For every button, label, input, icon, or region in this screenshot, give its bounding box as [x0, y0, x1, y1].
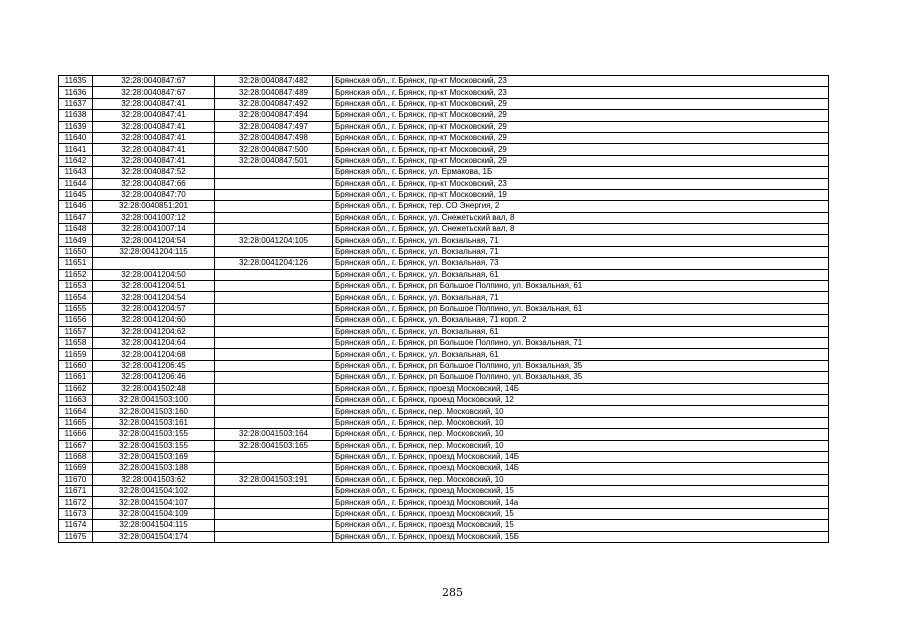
- table-row: [59, 246, 829, 257]
- row-number-cell: 11664: [59, 406, 93, 417]
- address-cell: Брянская обл., г. Брянск, проезд Московский, 15: [333, 486, 829, 497]
- row-number-cell: 11649: [59, 235, 93, 246]
- cadastral-number-cell: 32:28:0040847:66: [93, 178, 215, 189]
- row-number-cell: 11659: [59, 349, 93, 360]
- related-cadastral-number-cell: [215, 224, 333, 235]
- row-number-cell: 11647: [59, 212, 93, 223]
- cadastral-number-cell: 32:28:0041206:46: [93, 372, 215, 383]
- address-cell: Брянская обл., г. Брянск, ул. Снежетьский вал, 8: [333, 212, 829, 223]
- related-cadastral-number-cell: [215, 372, 333, 383]
- table-row: [59, 531, 829, 542]
- cadastral-number-cell: 32:28:0040847:52: [93, 167, 215, 178]
- address-cell: Брянская обл., г. Брянск, ул. Вокзальная, 61: [333, 326, 829, 337]
- address-cell: Брянская обл., г. Брянск, ул. Вокзальная, 71: [333, 292, 829, 303]
- related-cadastral-number-cell: [215, 360, 333, 371]
- table-row: [59, 87, 829, 98]
- address-cell: Брянская обл., г. Брянск, пр-кт Московский, 29: [333, 144, 829, 155]
- cadastral-number-cell: 32:28:0041007:12: [93, 212, 215, 223]
- address-cell: Брянская обл., г. Брянск, ул. Вокзальная, 71: [333, 246, 829, 257]
- table-row: [59, 281, 829, 292]
- row-number-cell: 11654: [59, 292, 93, 303]
- table-row: [59, 440, 829, 451]
- table-row: [59, 486, 829, 497]
- related-cadastral-number-cell: [215, 212, 333, 223]
- cadastral-table: [58, 75, 829, 543]
- related-cadastral-number-cell: 32:28:0040847:494: [215, 110, 333, 121]
- related-cadastral-number-cell: 32:28:0040847:482: [215, 76, 333, 87]
- row-number-cell: 11670: [59, 474, 93, 485]
- cadastral-number-cell: 32:28:0041204:62: [93, 326, 215, 337]
- row-number-cell: 11668: [59, 451, 93, 462]
- cadastral-number-cell: 32:28:0041503:188: [93, 463, 215, 474]
- row-number-cell: 11656: [59, 315, 93, 326]
- table-row: [59, 76, 829, 87]
- cadastral-number-cell: 32:28:0040847:41: [93, 110, 215, 121]
- row-number-cell: 11650: [59, 246, 93, 257]
- row-number-cell: 11645: [59, 189, 93, 200]
- address-cell: Брянская обл., г. Брянск, пр-кт Московский, 23: [333, 87, 829, 98]
- related-cadastral-number-cell: 32:28:0040847:498: [215, 132, 333, 143]
- related-cadastral-number-cell: 32:28:0040847:501: [215, 155, 333, 166]
- table-row: [59, 258, 829, 269]
- row-number-cell: 11660: [59, 360, 93, 371]
- related-cadastral-number-cell: [215, 417, 333, 428]
- related-cadastral-number-cell: 32:28:0041503:165: [215, 440, 333, 451]
- row-number-cell: 11652: [59, 269, 93, 280]
- cadastral-number-cell: [93, 258, 215, 269]
- related-cadastral-number-cell: [215, 520, 333, 531]
- address-cell: Брянская обл., г. Брянск, пр-кт Московский, 23: [333, 178, 829, 189]
- cadastral-number-cell: 32:28:0041503:161: [93, 417, 215, 428]
- related-cadastral-number-cell: [215, 167, 333, 178]
- address-cell: Брянская обл., г. Брянск, пр-кт Московский, 29: [333, 110, 829, 121]
- cadastral-number-cell: 32:28:0041503:62: [93, 474, 215, 485]
- address-cell: Брянская обл., г. Брянск, проезд Московский, 12: [333, 394, 829, 405]
- cadastral-number-cell: 32:28:0041204:57: [93, 303, 215, 314]
- row-number-cell: 11672: [59, 497, 93, 508]
- address-cell: Брянская обл., г. Брянск, рп Большое Полпино, ул. Вокзальная, 61: [333, 281, 829, 292]
- table-row: [59, 360, 829, 371]
- table-row: [59, 463, 829, 474]
- table-row: [59, 315, 829, 326]
- address-cell: Брянская обл., г. Брянск, проезд Московский, 15: [333, 520, 829, 531]
- related-cadastral-number-cell: [215, 315, 333, 326]
- row-number-cell: 11666: [59, 429, 93, 440]
- related-cadastral-number-cell: [215, 178, 333, 189]
- address-cell: Брянская обл., г. Брянск, пр-кт Московский, 19: [333, 189, 829, 200]
- related-cadastral-number-cell: 32:28:0040847:497: [215, 121, 333, 132]
- cadastral-number-cell: 32:28:0040847:41: [93, 121, 215, 132]
- cadastral-number-cell: 32:28:0041204:54: [93, 292, 215, 303]
- row-number-cell: 11638: [59, 110, 93, 121]
- table-row: [59, 326, 829, 337]
- cadastral-number-cell: 32:28:0041503:100: [93, 394, 215, 405]
- table-row: [59, 508, 829, 519]
- cadastral-number-cell: 32:28:0041204:51: [93, 281, 215, 292]
- row-number-cell: 11667: [59, 440, 93, 451]
- cadastral-number-cell: 32:28:0041204:68: [93, 349, 215, 360]
- related-cadastral-number-cell: 32:28:0041503:164: [215, 429, 333, 440]
- table-row: [59, 224, 829, 235]
- related-cadastral-number-cell: 32:28:0041204:126: [215, 258, 333, 269]
- cadastral-number-cell: 32:28:0041502:48: [93, 383, 215, 394]
- address-cell: Брянская обл., г. Брянск, тер. СО Энергия, 2: [333, 201, 829, 212]
- related-cadastral-number-cell: [215, 531, 333, 542]
- related-cadastral-number-cell: 32:28:0040847:492: [215, 98, 333, 109]
- cadastral-number-cell: 32:28:0041503:160: [93, 406, 215, 417]
- address-cell: Брянская обл., г. Брянск, пер. Московский, 10: [333, 429, 829, 440]
- address-cell: Брянская обл., г. Брянск, рп Большое Полпино, ул. Вокзальная, 71: [333, 337, 829, 348]
- table-row: [59, 337, 829, 348]
- related-cadastral-number-cell: [215, 508, 333, 519]
- cadastral-number-cell: 32:28:0040847:41: [93, 132, 215, 143]
- cadastral-number-cell: 32:28:0040847:67: [93, 87, 215, 98]
- cadastral-number-cell: 32:28:0041503:155: [93, 440, 215, 451]
- related-cadastral-number-cell: 32:28:0040847:500: [215, 144, 333, 155]
- table-row: [59, 155, 829, 166]
- address-cell: Брянская обл., г. Брянск, рп Большое Полпино, ул. Вокзальная, 35: [333, 360, 829, 371]
- table-row: [59, 110, 829, 121]
- table-row: [59, 201, 829, 212]
- row-number-cell: 11637: [59, 98, 93, 109]
- cadastral-number-cell: 32:28:0041204:60: [93, 315, 215, 326]
- row-number-cell: 11641: [59, 144, 93, 155]
- cadastral-number-cell: 32:28:0041503:155: [93, 429, 215, 440]
- address-cell: Брянская обл., г. Брянск, ул. Вокзальная, 71: [333, 235, 829, 246]
- cadastral-number-cell: 32:28:0041504:174: [93, 531, 215, 542]
- row-number-cell: 11640: [59, 132, 93, 143]
- row-number-cell: 11653: [59, 281, 93, 292]
- table-row: [59, 417, 829, 428]
- row-number-cell: 11639: [59, 121, 93, 132]
- table-row: [59, 406, 829, 417]
- table-row: [59, 144, 829, 155]
- related-cadastral-number-cell: [215, 281, 333, 292]
- row-number-cell: 11648: [59, 224, 93, 235]
- cadastral-number-cell: 32:28:0041007:14: [93, 224, 215, 235]
- cadastral-number-cell: 32:28:0040847:67: [93, 76, 215, 87]
- related-cadastral-number-cell: [215, 406, 333, 417]
- page-number: 285: [442, 586, 463, 599]
- cadastral-number-cell: 32:28:0041504:102: [93, 486, 215, 497]
- row-number-cell: 11663: [59, 394, 93, 405]
- table-row: [59, 349, 829, 360]
- table-row: [59, 235, 829, 246]
- related-cadastral-number-cell: [215, 303, 333, 314]
- address-cell: Брянская обл., г. Брянск, ул. Снежетьский вал, 8: [333, 224, 829, 235]
- cadastral-number-cell: 32:28:0040847:41: [93, 98, 215, 109]
- cadastral-number-cell: 32:28:0041504:115: [93, 520, 215, 531]
- related-cadastral-number-cell: 32:28:0041204:105: [215, 235, 333, 246]
- address-cell: Брянская обл., г. Брянск, проезд Московский, 14а: [333, 497, 829, 508]
- table-row: [59, 451, 829, 462]
- table-row: [59, 497, 829, 508]
- row-number-cell: 11657: [59, 326, 93, 337]
- address-cell: Брянская обл., г. Брянск, пер. Московский, 10: [333, 440, 829, 451]
- row-number-cell: 11644: [59, 178, 93, 189]
- related-cadastral-number-cell: [215, 463, 333, 474]
- address-cell: Брянская обл., г. Брянск, рп Большое Полпино, ул. Вокзальная, 61: [333, 303, 829, 314]
- table-row: [59, 303, 829, 314]
- address-cell: Брянская обл., г. Брянск, проезд Московский, 14Б: [333, 463, 829, 474]
- related-cadastral-number-cell: [215, 451, 333, 462]
- table-row: [59, 269, 829, 280]
- related-cadastral-number-cell: [215, 486, 333, 497]
- address-cell: Брянская обл., г. Брянск, пр-кт Московский, 29: [333, 121, 829, 132]
- cadastral-number-cell: 32:28:0041204:64: [93, 337, 215, 348]
- row-number-cell: 11636: [59, 87, 93, 98]
- address-cell: Брянская обл., г. Брянск, проезд Московский, 15Б: [333, 531, 829, 542]
- related-cadastral-number-cell: [215, 246, 333, 257]
- related-cadastral-number-cell: [215, 394, 333, 405]
- address-cell: Брянская обл., г. Брянск, пр-кт Московский, 29: [333, 98, 829, 109]
- table-row: [59, 212, 829, 223]
- row-number-cell: 11661: [59, 372, 93, 383]
- address-cell: Брянская обл., г. Брянск, пр-кт Московский, 29: [333, 155, 829, 166]
- cadastral-number-cell: 32:28:0041204:54: [93, 235, 215, 246]
- address-cell: Брянская обл., г. Брянск, проезд Московский, 14Б: [333, 451, 829, 462]
- cadastral-number-cell: 32:28:0041504:107: [93, 497, 215, 508]
- related-cadastral-number-cell: [215, 337, 333, 348]
- cadastral-number-cell: 32:28:0041204:115: [93, 246, 215, 257]
- address-cell: Брянская обл., г. Брянск, ул. Вокзальная, 61: [333, 269, 829, 280]
- related-cadastral-number-cell: 32:28:0041503:191: [215, 474, 333, 485]
- related-cadastral-number-cell: [215, 326, 333, 337]
- address-cell: Брянская обл., г. Брянск, проезд Московский, 14Б: [333, 383, 829, 394]
- row-number-cell: 11675: [59, 531, 93, 542]
- table-row: [59, 429, 829, 440]
- table-row: [59, 121, 829, 132]
- related-cadastral-number-cell: [215, 292, 333, 303]
- row-number-cell: 11671: [59, 486, 93, 497]
- related-cadastral-number-cell: [215, 201, 333, 212]
- cadastral-number-cell: 32:28:0041503:169: [93, 451, 215, 462]
- cadastral-number-cell: 32:28:0041204:50: [93, 269, 215, 280]
- cadastral-number-cell: 32:28:0040847:70: [93, 189, 215, 200]
- address-cell: Брянская обл., г. Брянск, рп Большое Полпино, ул. Вокзальная, 35: [333, 372, 829, 383]
- table-row: [59, 474, 829, 485]
- address-cell: Брянская обл., г. Брянск, ул. Вокзальная, 71 корп. 2: [333, 315, 829, 326]
- address-cell: Брянская обл., г. Брянск, пер. Московский, 10: [333, 417, 829, 428]
- related-cadastral-number-cell: [215, 383, 333, 394]
- cadastral-number-cell: 32:28:0040847:41: [93, 155, 215, 166]
- address-cell: Брянская обл., г. Брянск, ул. Вокзальная, 61: [333, 349, 829, 360]
- row-number-cell: 11674: [59, 520, 93, 531]
- cadastral-number-cell: 32:28:0041504:109: [93, 508, 215, 519]
- row-number-cell: 11655: [59, 303, 93, 314]
- related-cadastral-number-cell: [215, 269, 333, 280]
- row-number-cell: 11669: [59, 463, 93, 474]
- row-number-cell: 11651: [59, 258, 93, 269]
- row-number-cell: 11662: [59, 383, 93, 394]
- related-cadastral-number-cell: [215, 497, 333, 508]
- address-cell: Брянская обл., г. Брянск, пер. Московский, 10: [333, 474, 829, 485]
- table-row: [59, 383, 829, 394]
- cadastral-number-cell: 32:28:0040847:41: [93, 144, 215, 155]
- table-row: [59, 98, 829, 109]
- address-cell: Брянская обл., г. Брянск, пр-кт Московский, 29: [333, 132, 829, 143]
- address-cell: Брянская обл., г. Брянск, проезд Московский, 15: [333, 508, 829, 519]
- related-cadastral-number-cell: [215, 349, 333, 360]
- address-cell: Брянская обл., г. Брянск, пер. Московский, 10: [333, 406, 829, 417]
- table-row: [59, 292, 829, 303]
- table-row: [59, 189, 829, 200]
- table-row: [59, 132, 829, 143]
- table-row: [59, 167, 829, 178]
- related-cadastral-number-cell: 32:28:0040847:489: [215, 87, 333, 98]
- table-row: [59, 178, 829, 189]
- cadastral-number-cell: 32:28:0040851:201: [93, 201, 215, 212]
- table-row: [59, 372, 829, 383]
- row-number-cell: 11665: [59, 417, 93, 428]
- cadastral-table-body: [59, 76, 829, 543]
- cadastral-number-cell: 32:28:0041206:45: [93, 360, 215, 371]
- related-cadastral-number-cell: [215, 189, 333, 200]
- row-number-cell: 11673: [59, 508, 93, 519]
- row-number-cell: 11646: [59, 201, 93, 212]
- row-number-cell: 11635: [59, 76, 93, 87]
- address-cell: Брянская обл., г. Брянск, ул. Ермакова, 1Б: [333, 167, 829, 178]
- address-cell: Брянская обл., г. Брянск, ул. Вокзальная, 73: [333, 258, 829, 269]
- table-row: [59, 394, 829, 405]
- address-cell: Брянская обл., г. Брянск, пр-кт Московский, 23: [333, 76, 829, 87]
- row-number-cell: 11643: [59, 167, 93, 178]
- row-number-cell: 11658: [59, 337, 93, 348]
- table-row: [59, 520, 829, 531]
- row-number-cell: 11642: [59, 155, 93, 166]
